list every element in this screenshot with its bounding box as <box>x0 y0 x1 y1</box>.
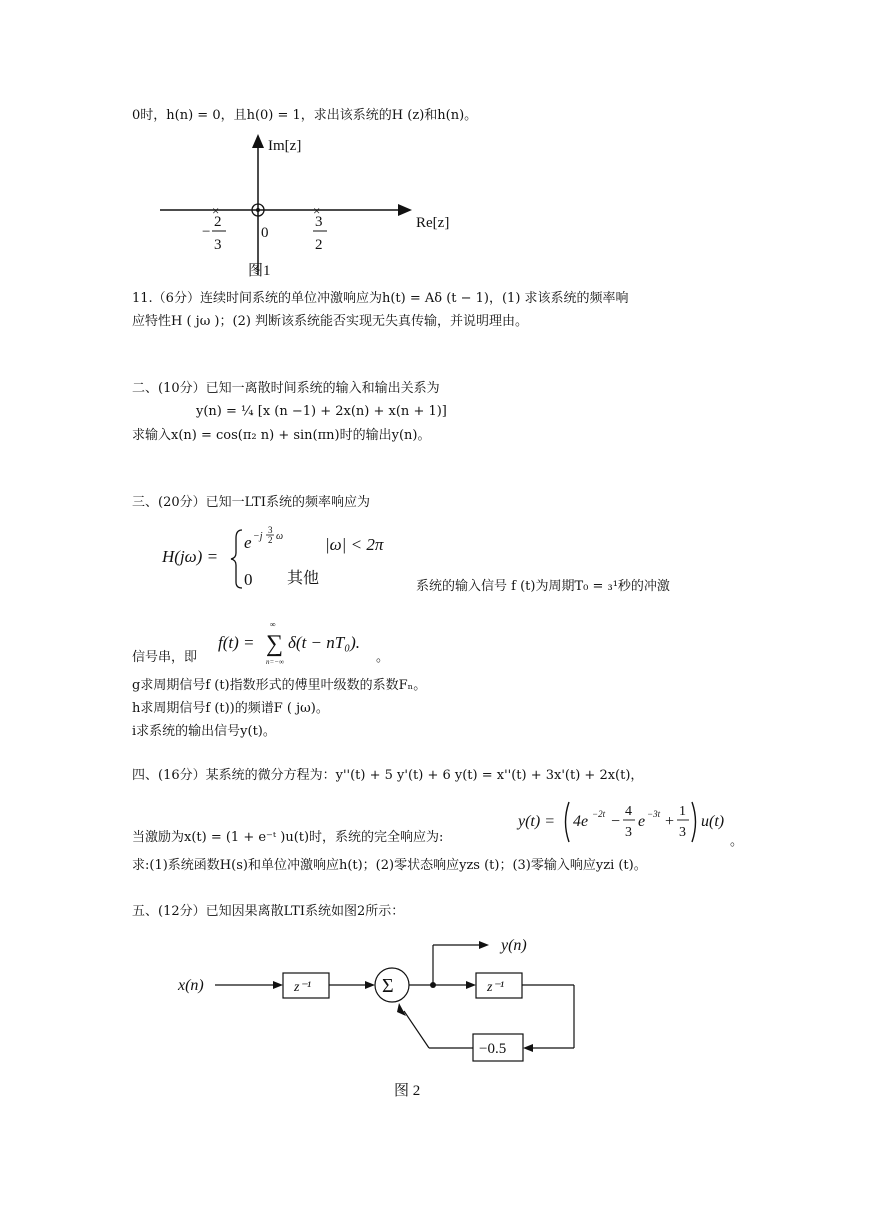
pos-den: 2 <box>315 237 323 253</box>
svg-text:H(jω) =: H(jω) = <box>162 547 219 566</box>
pole-origin-marker <box>256 208 260 212</box>
svg-text:|ω| < 2π: |ω| < 2π <box>325 535 384 554</box>
q11-line1: 11.（6分）连续时间系统的单位冲激响应为h(t) = Aδ (t − 1)，(1) 求该系统的频率响 <box>132 291 629 306</box>
svg-text:−0.5: −0.5 <box>479 1041 507 1057</box>
svg-text:e: e <box>638 813 646 830</box>
q3-item-i: i求系统的输出信号y(t)。 <box>132 724 276 739</box>
q2-eq: y(n) = ¼ [x (n −1) + 2x(n) + x(n + 1)] <box>196 404 447 419</box>
neg-num: 2 <box>214 214 222 230</box>
fig1-caption: 图1 <box>248 263 271 279</box>
svg-text:∑: ∑ <box>266 631 284 657</box>
q4-line2: 当激励为x(t) = (1 + e⁻ᵗ )u(t)时，系统的完全响应为: <box>132 830 444 845</box>
im-axis-label: Im[z] <box>268 138 302 154</box>
q4-line1: 四、(16分）某系统的微分方程为：y''(t) + 5 y'(t) + 6 y(t) = x''(t) + 3x'(t) + 2x(t)， <box>132 768 644 783</box>
q5-line1: 五、(12分）已知因果离散LTI系统如图2所示： <box>132 904 405 919</box>
svg-text:−2t: −2t <box>592 809 606 819</box>
svg-text:f(t) =: f(t) = <box>218 633 255 652</box>
svg-text:y(t) =: y(t) = <box>518 813 555 830</box>
pole-marker-neg: × <box>212 203 220 218</box>
neg-sign: − <box>202 224 211 240</box>
q3-line1: 三、(20分）已知一LTI系统的频率响应为 <box>132 495 370 510</box>
svg-text:z⁻¹: z⁻¹ <box>294 980 312 995</box>
svg-text:3: 3 <box>625 825 632 840</box>
complete-response-formula <box>516 796 736 848</box>
q2-line3: 求输入x(n) = cos(π₂ n) + sin(πn)时的输出y(n)。 <box>132 428 431 443</box>
origin-label: 0 <box>261 225 269 241</box>
block-diagram <box>175 928 595 1103</box>
q3-suffix: 。 <box>376 650 390 665</box>
svg-text:0: 0 <box>244 570 253 589</box>
output-label: y(n) <box>501 937 527 954</box>
q11-line2: 应特性H ( jω )；(2) 判断该系统能否实现无失真传输，并说明理由。 <box>132 314 529 329</box>
impulse-train-formula <box>216 618 396 668</box>
neg-den: 3 <box>214 237 222 253</box>
svg-text:4e: 4e <box>573 813 589 830</box>
svg-text:u(t): u(t) <box>701 813 725 830</box>
input-label: x(n) <box>178 977 204 994</box>
q3-item-g: g求周期信号f (t)指数形式的傅里叶级数的系数Fₙ。 <box>132 678 427 693</box>
q2-line1: 二、(10分）已知一离散时间系统的输入和输出关系为 <box>132 381 440 396</box>
pole-marker-pos: × <box>313 203 321 218</box>
pos-num: 3 <box>315 214 323 230</box>
svg-text:3: 3 <box>679 825 686 840</box>
svg-text:ω: ω <box>276 531 284 542</box>
svg-text:e: e <box>244 533 252 552</box>
fig2-caption: 图 2 <box>394 1083 421 1099</box>
svg-text:δ(t − nT₀).: δ(t − nT₀). <box>288 633 361 652</box>
svg-text:Σ: Σ <box>382 975 394 997</box>
svg-text:其他: 其他 <box>287 570 320 587</box>
svg-text:−j: −j <box>253 531 263 542</box>
svg-text:+: + <box>665 813 675 830</box>
q4-line3: 求:(1)系统函数H(s)和单位冲激响应h(t)；(2)零状态响应yzs (t)；(3)零输入响应yzi (t)。 <box>132 858 647 873</box>
q4-resp-end: 。 <box>730 834 744 849</box>
svg-text:2: 2 <box>268 535 273 545</box>
svg-text:z⁻¹: z⁻¹ <box>487 980 505 995</box>
svg-text:∞: ∞ <box>270 620 276 629</box>
svg-text:1: 1 <box>679 804 686 819</box>
frequency-response-formula <box>160 520 410 595</box>
svg-text:−: − <box>611 813 621 830</box>
intro-line: 0时，h(n) = 0，且h(0) = 1，求出该系统的H (z)和h(n)。 <box>132 108 478 123</box>
svg-text:3: 3 <box>268 525 273 535</box>
q3-prefix: 信号串，即 <box>132 650 198 665</box>
q3-item-h: h求周期信号f (t))的频谱F ( jω)。 <box>132 701 329 716</box>
svg-text:4: 4 <box>625 804 632 819</box>
svg-text:−3t: −3t <box>647 809 661 819</box>
re-axis-label: Re[z] <box>416 215 450 231</box>
q3-side-text: 系统的输入信号 f (t)为周期T₀ = ₃¹秒的冲激 <box>416 579 670 594</box>
svg-text:n=−∞: n=−∞ <box>266 658 284 666</box>
pole-zero-plot <box>150 130 450 280</box>
